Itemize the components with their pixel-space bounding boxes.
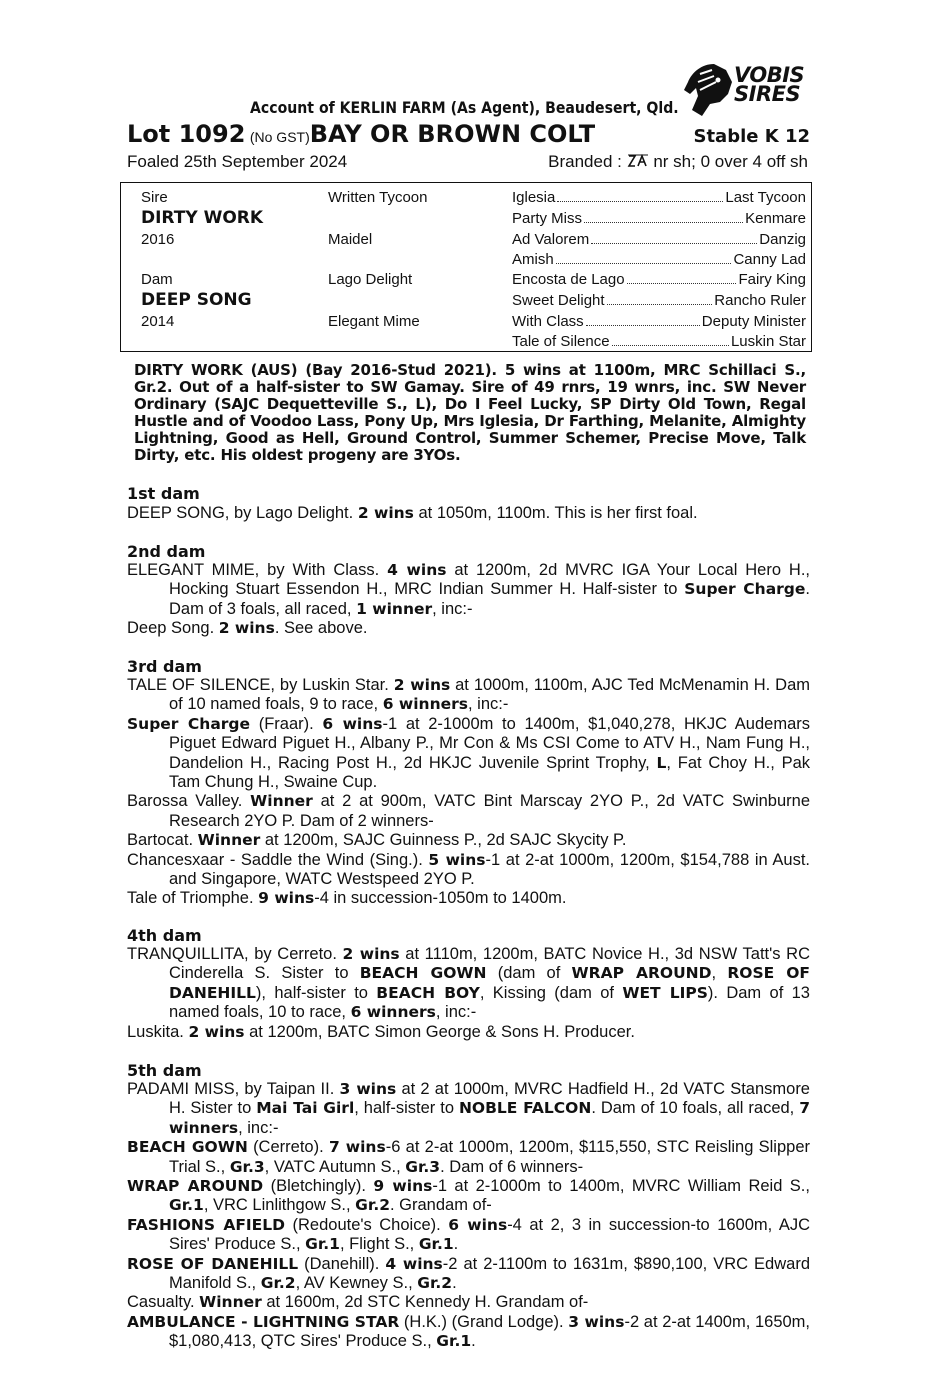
great-grandparents-8: [512, 333, 806, 350]
lot-number: Lot 1092: [127, 120, 246, 148]
progeny-entry: WRAP AROUND (Bletchingly). 9 wins-1 at 2-1000m to 1400m, MVRC William Reid S., Gr.1, VRC Linlithgow S., Gr.2. Grandam of-: [127, 1177, 810, 1215]
progeny-entry: Barossa Valley. Winner at 2 at 900m, VATC Bint Marscay 2YO P., 2d VATC Swinburne Research 2YO P. Dam of 2 winners-: [127, 792, 810, 830]
ggp-damsire: Rancho Ruler: [714, 292, 806, 309]
horse-head-icon: [680, 60, 742, 118]
ggp-sire: Ad Valorem: [512, 231, 590, 248]
brand-mark-icon: [627, 154, 649, 168]
grandsire-maternal: Lago Delight: [328, 271, 413, 288]
sire-year: 2016: [141, 231, 175, 248]
great-grandparents-1: [512, 189, 806, 206]
sire-name: DIRTY WORK: [141, 208, 264, 228]
progeny-entry: ROSE OF DANEHILL (Danehill). 4 wins-2 at 2-1100m to 1631m, $890,100, VRC Edward Manifold S., Gr.2, AV Kewney S., Gr.2.: [127, 1254, 810, 1293]
dam-entry: PADAMI MISS, by Taipan II. 3 wins at 2 at 1000m, MVRC Hadfield H., 2d VATC Stansmore H. Sister to Mai Tai Girl, half-sister to NOBLE FALCON. Dam of 10 foals, all raced, 7 winners, inc:-: [127, 1080, 810, 1137]
ggp-damsire: Danzig: [759, 231, 806, 248]
progeny-entry: FASHIONS AFIELD (Redoute's Choice). 6 wins-4 at 2, 3 in succession-to 1600m, AJC Sires' Produce S., Gr.1, Flight S., Gr.1.: [127, 1215, 810, 1254]
stable-number: Stable K 12: [693, 126, 810, 147]
progeny-entry: AMBULANCE - LIGHTNING STAR (H.K.) (Grand Lodge). 3 wins-2 at 2-at 1400m, 1650m, $1,080,413, QTC Sires' Produce S., Gr.1.: [127, 1312, 811, 1351]
great-grandparents-2: [512, 210, 806, 227]
ggp-sire: With Class: [512, 313, 584, 330]
lot-description: BAY OR BROWN COLT: [309, 120, 596, 148]
logo-line2: SIRES: [734, 82, 801, 106]
section-1st-dam: [127, 504, 810, 523]
dam-entry: DEEP SONG, by Lago Delight. 2 wins at 1050m, 1100m. This is her first foal.: [127, 504, 698, 522]
branded-prefix: Branded :: [548, 152, 622, 171]
section-title-1st-dam: 1st dam: [127, 484, 200, 503]
section-title-2nd-dam: 2nd dam: [127, 542, 206, 561]
section-3rd-dam: [127, 676, 810, 909]
progeny-entry: Super Charge (Fraar). 6 wins-1 at 2-1000m to 1400m, $1,040,278, HKJC Audemars Piguet Edward Piguet H., Albany P., Mr Con & Ms CSI Come to ATV H., Nam Fung H., Dandelion H., Racing Post H., 2d HKJC Juvenile Sprint Trophy, L, Fat Choy H., Pak Tam Chung H., Swaine Cup.: [127, 714, 811, 792]
dam-name: DEEP SONG: [141, 290, 252, 310]
ggp-sire: Amish: [512, 251, 554, 268]
logo-line1: VOBIS: [734, 63, 805, 87]
progeny-entry: Casualty. Winner at 1600m, 2d STC Kennedy H. Grandam of-: [127, 1293, 589, 1312]
granddam-paternal: Maidel: [328, 231, 373, 248]
dam-label: Dam: [141, 271, 173, 288]
ggp-sire: Tale of Silence: [512, 333, 610, 350]
account-line: Account of KERLIN FARM (As Agent), Beaudesert, Qld.: [250, 98, 679, 117]
section-2nd-dam: [127, 561, 810, 639]
ggp-damsire: Deputy Minister: [701, 313, 806, 330]
sire-summary: DIRTY WORK (AUS) (Bay 2016-Stud 2021). 5 wins at 1100m, MRC Schillaci S., Gr.2. Out of a half-sister to SW Gamay. Sire of 49 rnrs, 19 wnrs, inc. SW Never Ordinary (SAJC Dequetteville S., L), Do I Feel Lucky, SP Dirty Old Town, Regal Hustle and of Voodoo Lass, Pony Up, Mrs Iglesia, Dr Farthing, Melanite, Almighty Lightning, Good as Hell, Ground Control, Summer Schemer, Precise Move, Talk Dirty, etc. His oldest progeny are 3YOs.: [134, 361, 806, 464]
progeny-entry: Deep Song. 2 wins. See above.: [127, 619, 368, 638]
section-title-5th-dam: 5th dam: [127, 1061, 202, 1080]
progeny-entry: Tale of Triomphe. 9 wins-4 in succession-1050m to 1400m.: [127, 889, 567, 908]
lot-line: [127, 120, 810, 152]
ggp-sire: Sweet Delight: [512, 292, 605, 309]
ggp-damsire: Canny Lad: [733, 251, 806, 268]
grandsire-paternal: Written Tycoon: [328, 189, 428, 206]
ggp-sire: Party Miss: [512, 210, 583, 227]
great-grandparents-3: [512, 231, 806, 248]
dam-entry: TRANQUILLITA, by Cerreto. 2 wins at 1110m, 1200m, BATC Novice H., 3d NSW Tatt's RC Cinderella S. Sister to BEACH GOWN (dam of WRAP AROUND, ROSE OF DANEHILL), half-sister to BEACH BOY, Kissing (dam of WET LIPS). Dam of 13 named foals, 10 to race, 6 winners, inc:-: [127, 945, 810, 1022]
progeny-entry: BEACH GOWN (Cerreto). 7 wins-6 at 2-at 1000m, 1200m, $115,550, STC Reisling Slipper Trial S., Gr.3, VATC Autumn S., Gr.3. Dam of 6 winners-: [127, 1138, 811, 1176]
dam-entry: TALE OF SILENCE, by Luskin Star. 2 wins at 1000m, 1100m, AJC Ted McMenamin H. Dam of 10 named foals, 9 to race, 6 winners, inc:-: [127, 676, 810, 714]
foaled-date: Foaled 25th September 2024: [127, 152, 348, 171]
progeny-entry: Luskita. 2 wins at 1200m, BATC Simon George & Sons H. Producer.: [127, 1022, 635, 1041]
section-title-3rd-dam: 3rd dam: [127, 657, 202, 676]
great-grandparents-4: [512, 251, 806, 268]
ggp-damsire: Luskin Star: [730, 333, 806, 350]
ggp-sire: Iglesia: [512, 189, 556, 206]
dam-year: 2014: [141, 313, 175, 330]
section-title-4th-dam: 4th dam: [127, 926, 202, 945]
gst-note: (No GST): [249, 129, 310, 145]
ggp-sire: Encosta de Lago: [512, 271, 625, 288]
granddam-maternal: Elegant Mime: [328, 313, 420, 330]
vobis-sires-logo: [680, 60, 820, 118]
great-grandparents-7: [512, 313, 806, 330]
pedigree-table: [120, 182, 812, 352]
great-grandparents-5: [512, 271, 806, 288]
section-4th-dam: [127, 945, 810, 1042]
progeny-entry: Bartocat. Winner at 1200m, SAJC Guinness P., 2d SAJC Skycity P.: [127, 831, 627, 850]
branded-suffix: nr sh; 0 over 4 off sh: [653, 152, 808, 171]
dam-entry: ELEGANT MIME, by With Class. 4 wins at 1200m, 2d MVRC IGA Your Local Hero H., Hocking Stuart Essendon H., MRC Indian Summer H. Half-sister to Super Charge. Dam of 3 foals, all raced, 1 winner, inc:-: [127, 561, 811, 618]
section-5th-dam: [127, 1080, 810, 1352]
sire-label: Sire: [141, 189, 168, 206]
progeny-entry: Chancesxaar - Saddle the Wind (Sing.). 5 wins-1 at 2-at 1000m, 1200m, $154,788 in Aust. and Singapore, WATC Westspeed 2YO P.: [127, 850, 810, 889]
ggp-damsire: Kenmare: [745, 210, 806, 227]
ggp-damsire: Last Tycoon: [725, 189, 806, 206]
ggp-damsire: Fairy King: [738, 271, 806, 288]
great-grandparents-6: [512, 292, 806, 309]
branded-line: [548, 152, 808, 172]
